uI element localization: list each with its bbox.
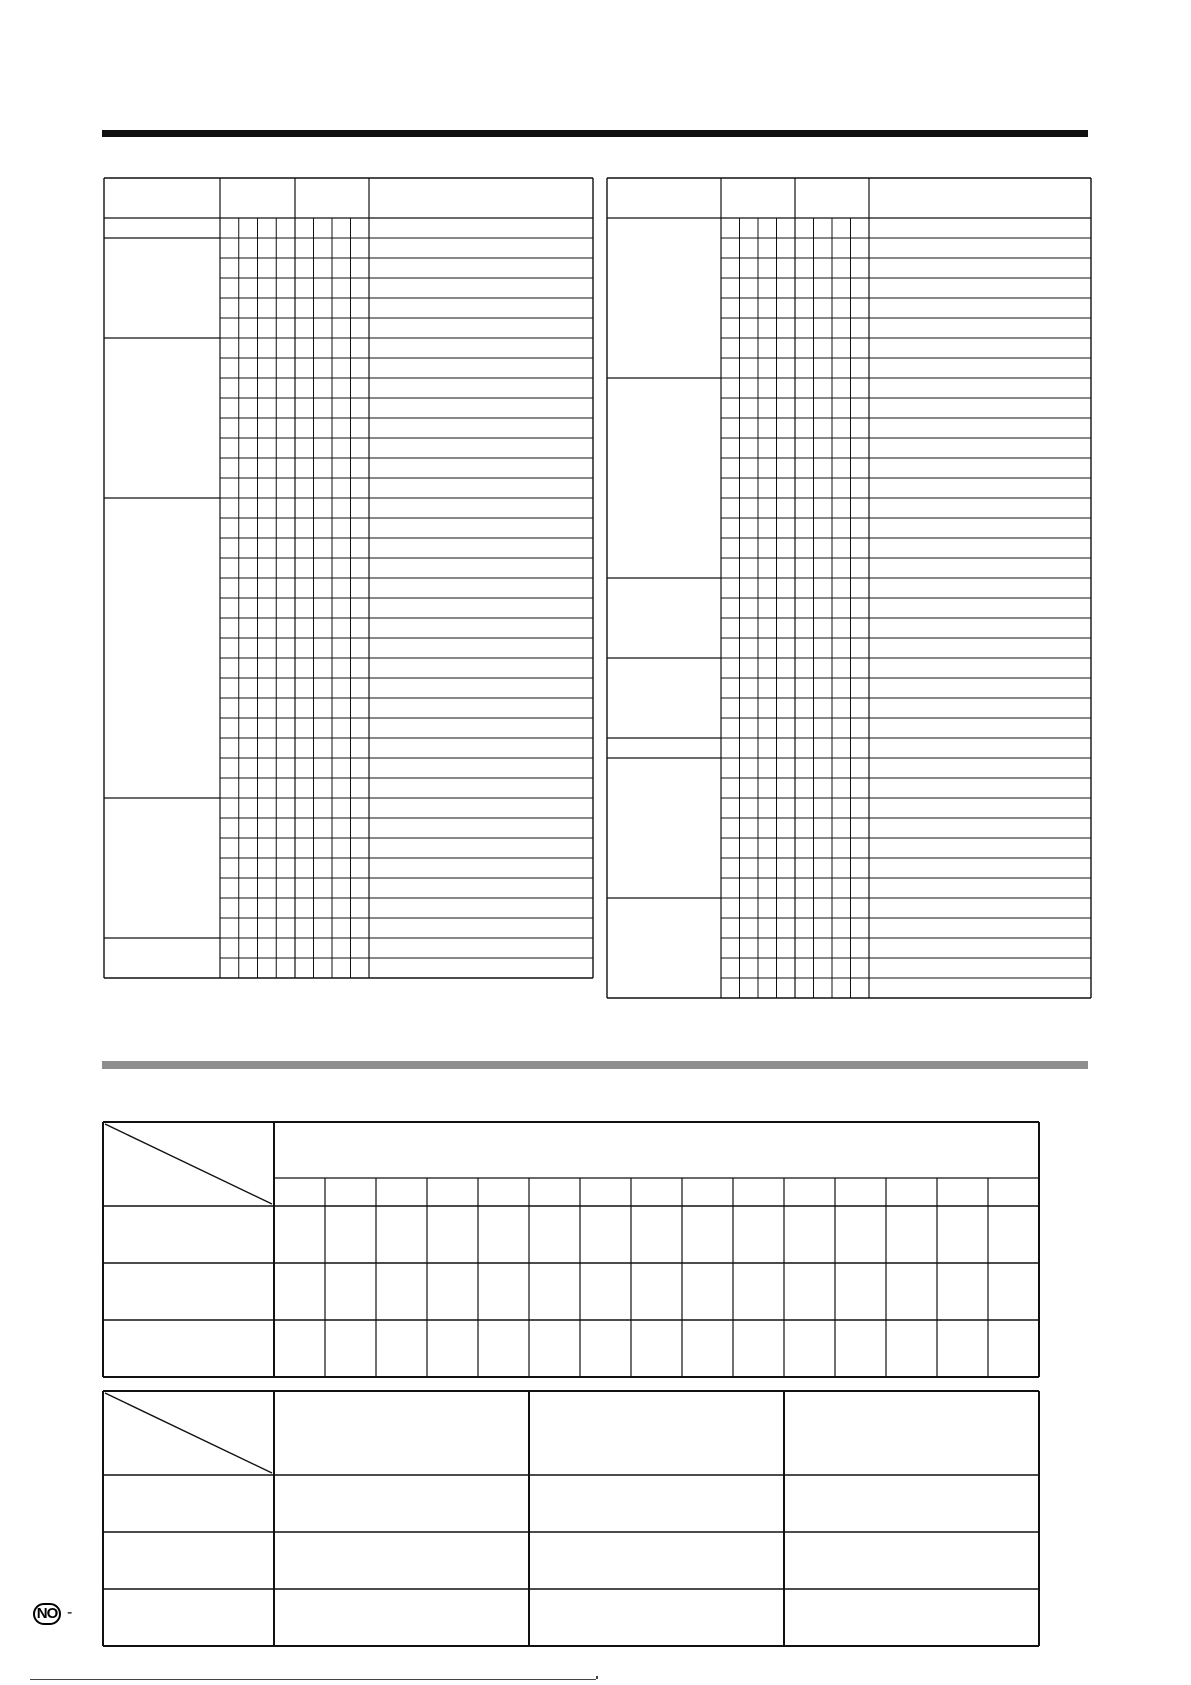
- footer-tick: [596, 1676, 598, 1679]
- language-badge: NO: [33, 1603, 61, 1625]
- diagonal-header-line: [105, 1393, 272, 1473]
- footer-line: [30, 1679, 596, 1680]
- page-number-dash: -: [67, 1604, 73, 1621]
